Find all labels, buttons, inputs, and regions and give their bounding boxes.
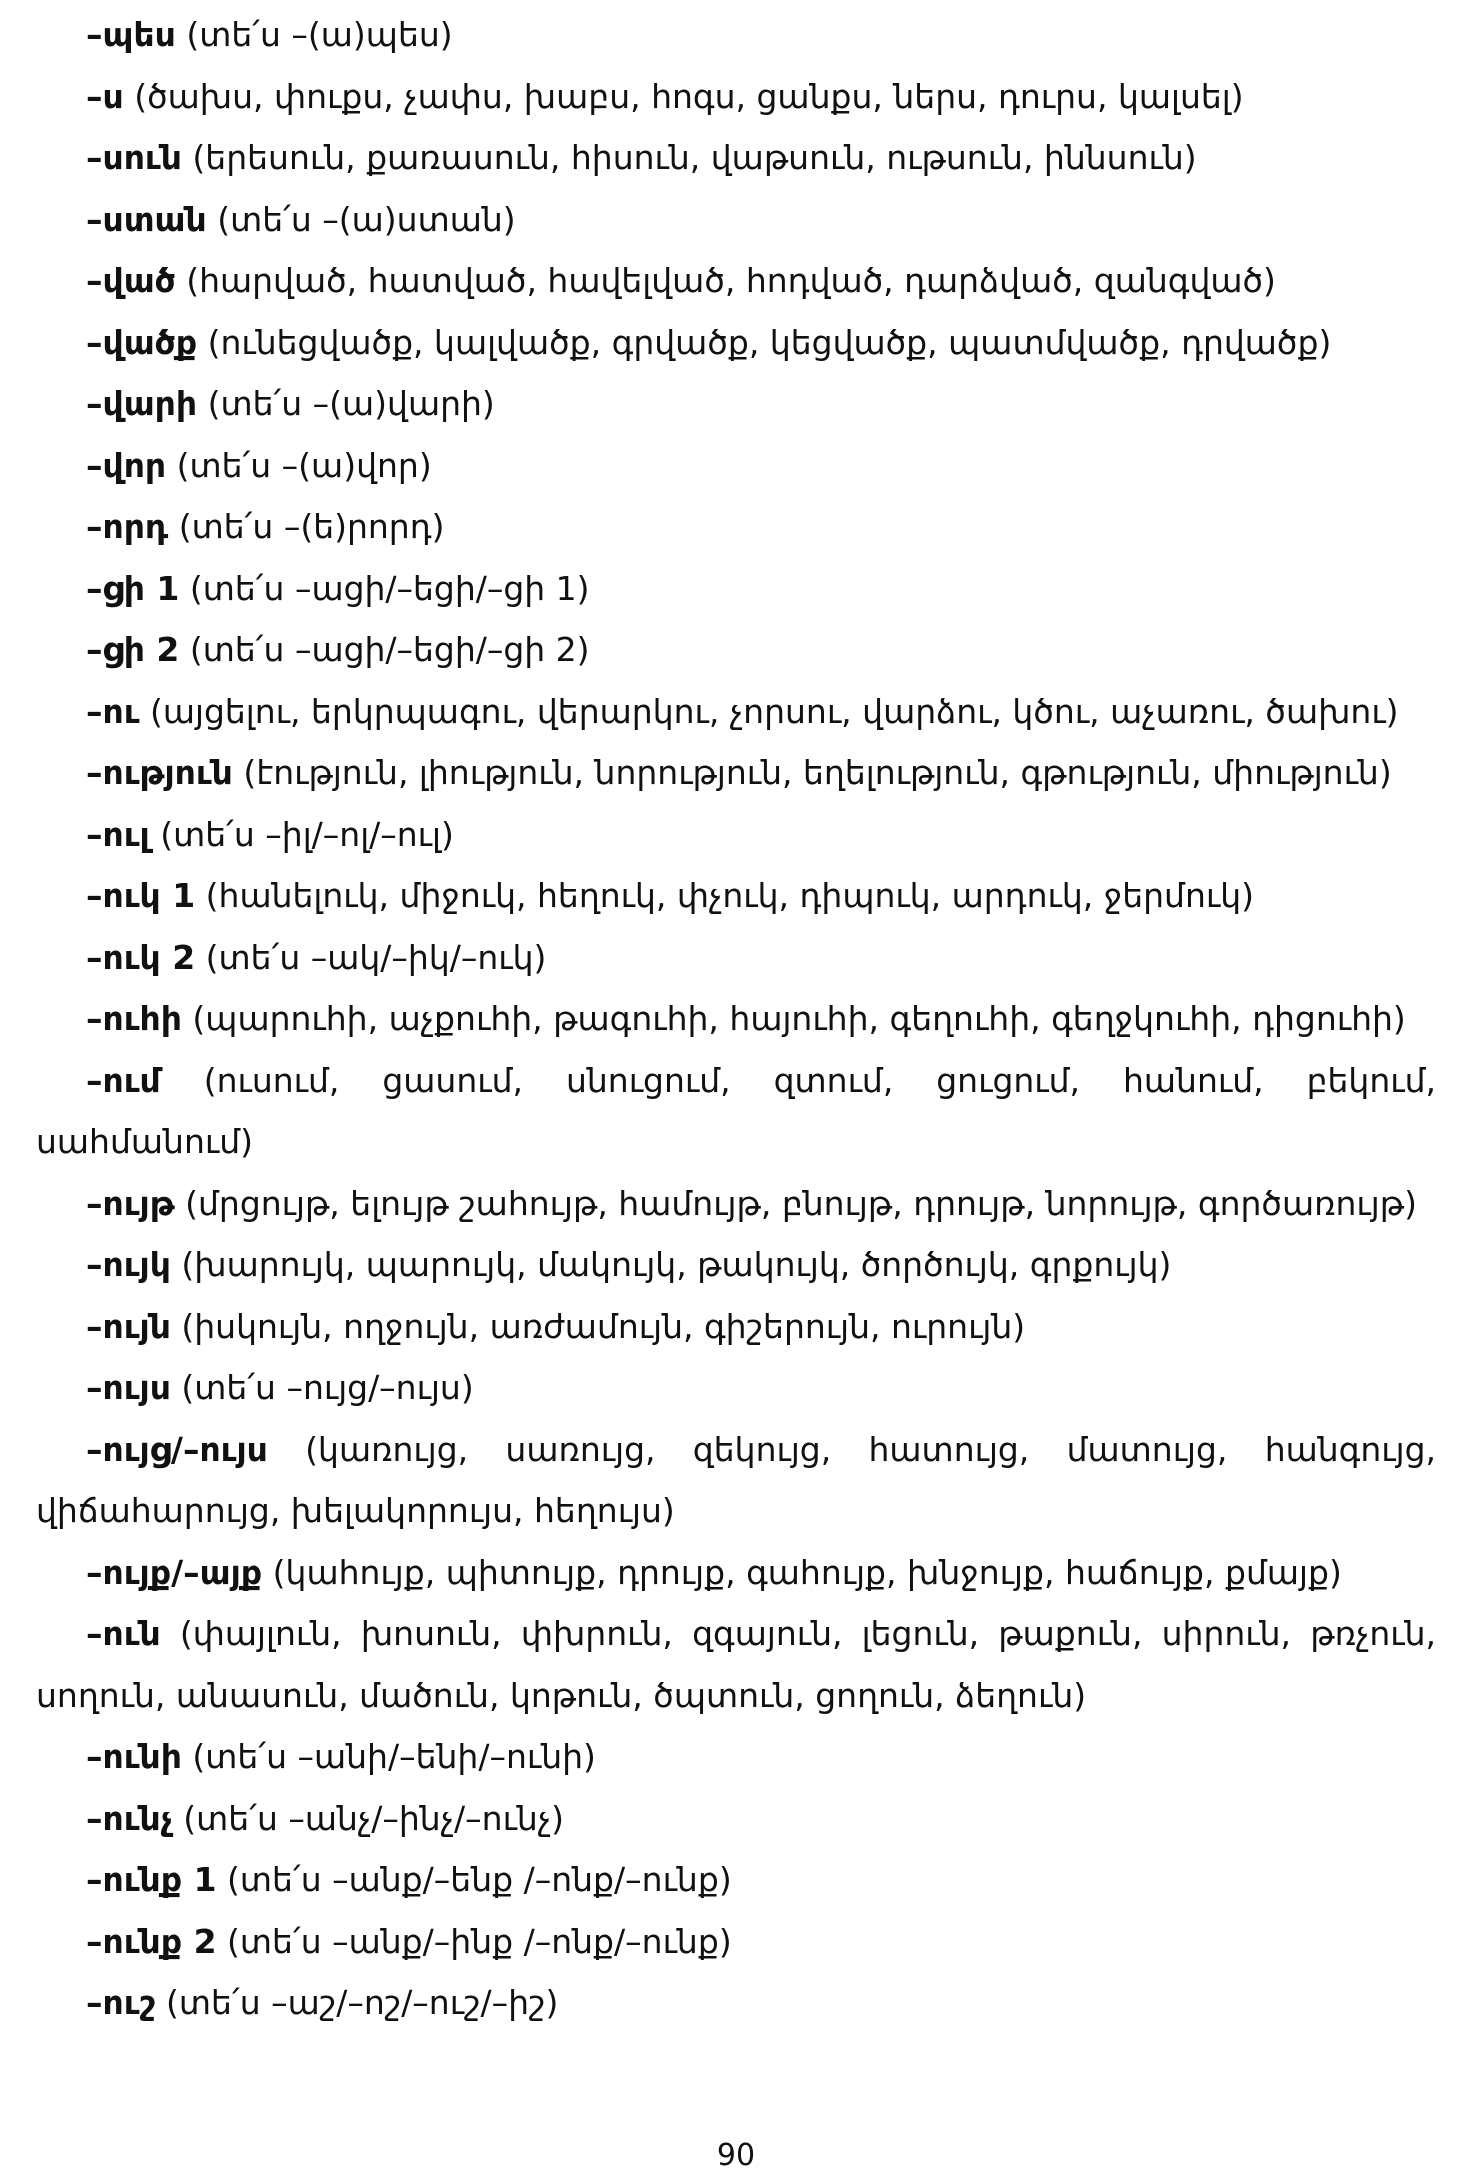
suffix-entry xyxy=(36,1296,1436,1358)
suffix-headword: –ունք 1 xyxy=(86,1860,217,1899)
suffix-headword: –ույս xyxy=(86,1368,171,1407)
suffix-entry xyxy=(36,927,1436,989)
suffix-headword: –ուհի xyxy=(86,999,182,1038)
suffix-examples: (կառույց, սառույց, զեկույց, հատույց, մատույց, հանգույց, վիճահարույց, խելակորույս, հեղույս) xyxy=(36,1429,1436,1530)
suffix-entry xyxy=(36,127,1436,189)
suffix-headword: –վոր xyxy=(86,445,167,485)
suffix-examples: (այցելու, երկրպագու, վերարկու, չորսու, վարձու, կծու, աչառու, ծախու) xyxy=(139,691,1399,731)
suffix-entry xyxy=(36,804,1436,866)
suffix-examples: (տե՛ս –ույց/–ույս) xyxy=(170,1368,474,1407)
suffix-entry xyxy=(36,1849,1436,1911)
suffix-entry xyxy=(36,4,1436,66)
suffix-entry xyxy=(36,1788,1436,1850)
suffix-examples: (իսկույն, ողջույն, առժամույն, գիշերույն, ուրույն) xyxy=(170,1306,1026,1346)
suffix-examples: (տե՛ս –աշ/–ոշ/–ուշ/–իշ) xyxy=(155,1983,559,2022)
suffix-examples: (տե՛ս –ակ/–իկ/–ուկ) xyxy=(195,937,547,977)
suffix-examples: (ուսում, ցասում, սնուցում, զտում, ցուցում, հանում, բեկում, սահմանում) xyxy=(36,1060,1436,1161)
suffix-entry xyxy=(36,250,1436,312)
suffix-examples: (հանելուկ, միջուկ, հեղուկ, փչուկ, դիպուկ, արդուկ, ջերմուկ) xyxy=(195,876,1254,915)
suffix-headword: –վարի xyxy=(86,384,198,423)
suffix-examples: (տե՛ս –անք/–ինք /–ոնք/–ունք) xyxy=(216,1921,732,1961)
suffix-examples: (տե՛ս –(ա)ստան) xyxy=(206,199,516,239)
suffix-headword: –ուն xyxy=(86,1614,161,1653)
suffix-headword: –ցի 2 xyxy=(86,630,180,669)
suffix-entry xyxy=(36,681,1436,743)
suffix-examples: (տե՛ս –անք/–ենք /–ոնք/–ունք) xyxy=(216,1860,732,1899)
suffix-headword: –պես xyxy=(86,15,176,54)
suffix-headword: –ույթ xyxy=(86,1183,175,1223)
suffix-headword: –ու xyxy=(86,691,140,731)
suffix-examples: (տե՛ս –(ա)վոր) xyxy=(166,445,432,485)
suffix-examples: (ծախս, փուքս, չափս, խաբս, հոգս, ցանքս, ներս, դուրս, կալսել) xyxy=(123,76,1244,116)
suffix-examples: (ունեցվածք, կալվածք, գրվածք, կեցվածք, պատմվածք, դրվածք) xyxy=(197,322,1332,362)
suffix-headword: –ուկ 1 xyxy=(86,876,196,915)
suffix-entry xyxy=(36,865,1436,927)
suffix-examples: (հարված, հատված, հավելված, հոդված, դարձված, զանգված) xyxy=(175,261,1276,300)
suffix-examples: (տե՛ս –ացի/–եցի/–ցի 1) xyxy=(179,568,590,608)
suffix-examples: (տե՛ս –իլ/–ոլ/–ուլ) xyxy=(149,814,454,854)
suffix-entry xyxy=(36,1050,1436,1173)
suffix-examples: (էություն, լիություն, նորություն, եղելություն, գթություն, միություն) xyxy=(232,753,1392,792)
suffix-headword: –ուկ 2 xyxy=(86,937,196,977)
suffix-entry xyxy=(36,1911,1436,1973)
suffix-headword: –ուլ xyxy=(86,814,150,854)
suffix-entry-list xyxy=(36,4,1436,2034)
suffix-headword: –ույց/–ույս xyxy=(86,1429,268,1469)
suffix-examples: (փայլուն, խոսուն, փխրուն, զգայուն, լեցուն, թաքուն, սիրուն, թռչուն, սողուն, անասուն, մածուն, կոթուն, ծպտուն, ցողուն, ձեղուն) xyxy=(36,1614,1436,1715)
suffix-headword: –ստան xyxy=(86,199,207,239)
suffix-headword: –ում xyxy=(86,1060,161,1100)
suffix-headword: –ունչ xyxy=(86,1798,173,1838)
page-number: 90 xyxy=(716,2138,756,2173)
suffix-entry xyxy=(36,435,1436,497)
suffix-headword: –ունք 2 xyxy=(86,1921,217,1961)
suffix-examples: (տե՛ս –անչ/–ինչ/–ունչ) xyxy=(172,1798,565,1838)
suffix-entry xyxy=(36,619,1436,681)
suffix-entry xyxy=(36,66,1436,128)
suffix-entry xyxy=(36,1726,1436,1788)
suffix-entry xyxy=(36,988,1436,1050)
suffix-examples: (պարուհի, աչքուհի, թագուհի, հայուհի, գեղուհի, գեղջկուհի, դիցուհի) xyxy=(181,999,1406,1038)
suffix-examples: (մրցույթ, ելույթ շահույթ, համույթ, բնույթ, դրույթ, նորույթ, գործառույթ) xyxy=(174,1183,1417,1223)
suffix-headword: –ույք/–այք xyxy=(86,1552,263,1592)
suffix-examples: (խարույկ, պարույկ, մակույկ, թակույկ, ծործույկ, գրքույկ) xyxy=(170,1245,1172,1284)
suffix-headword: –ված xyxy=(86,261,176,300)
suffix-headword: –սուն xyxy=(86,138,182,177)
suffix-entry xyxy=(36,1419,1436,1542)
suffix-examples: (տե՛ս –(ա)վարի) xyxy=(197,384,495,423)
suffix-entry xyxy=(36,312,1436,374)
suffix-examples: (երեսուն, քառասուն, հիսուն, վաթսուն, ութսուն, իննսուն) xyxy=(181,138,1197,177)
suffix-entry xyxy=(36,1972,1436,2034)
suffix-headword: –ունի xyxy=(86,1737,182,1776)
suffix-headword: –ույկ xyxy=(86,1245,171,1284)
suffix-entry xyxy=(36,1173,1436,1235)
suffix-headword: –ուշ xyxy=(86,1983,156,2022)
suffix-entry xyxy=(36,1542,1436,1604)
suffix-entry xyxy=(36,189,1436,251)
suffix-entry xyxy=(36,1603,1436,1726)
suffix-entry xyxy=(36,742,1436,804)
suffix-examples: (կահույք, պիտույք, դրույք, գահույք, խնջույք, հաճույք, քմայք) xyxy=(262,1552,1342,1592)
suffix-entry xyxy=(36,1357,1436,1419)
suffix-entry xyxy=(36,558,1436,620)
suffix-entry xyxy=(36,373,1436,435)
suffix-examples: (տե՛ս –(ե)րորդ) xyxy=(168,507,445,546)
suffix-examples: (տե՛ս –անի/–ենի/–ունի) xyxy=(181,1737,596,1776)
suffix-entry xyxy=(36,1234,1436,1296)
suffix-headword: –որդ xyxy=(86,507,169,546)
suffix-entry xyxy=(36,496,1436,558)
suffix-headword: –ույն xyxy=(86,1306,171,1346)
suffix-examples: (տե՛ս –ացի/–եցի/–ցի 2) xyxy=(179,630,590,669)
suffix-headword: –ություն xyxy=(86,753,233,792)
suffix-headword: –վածք xyxy=(86,322,198,362)
suffix-headword: –ս xyxy=(86,76,124,116)
suffix-examples: (տե՛ս –(ա)պես) xyxy=(175,15,453,54)
suffix-headword: –ցի 1 xyxy=(86,568,180,608)
